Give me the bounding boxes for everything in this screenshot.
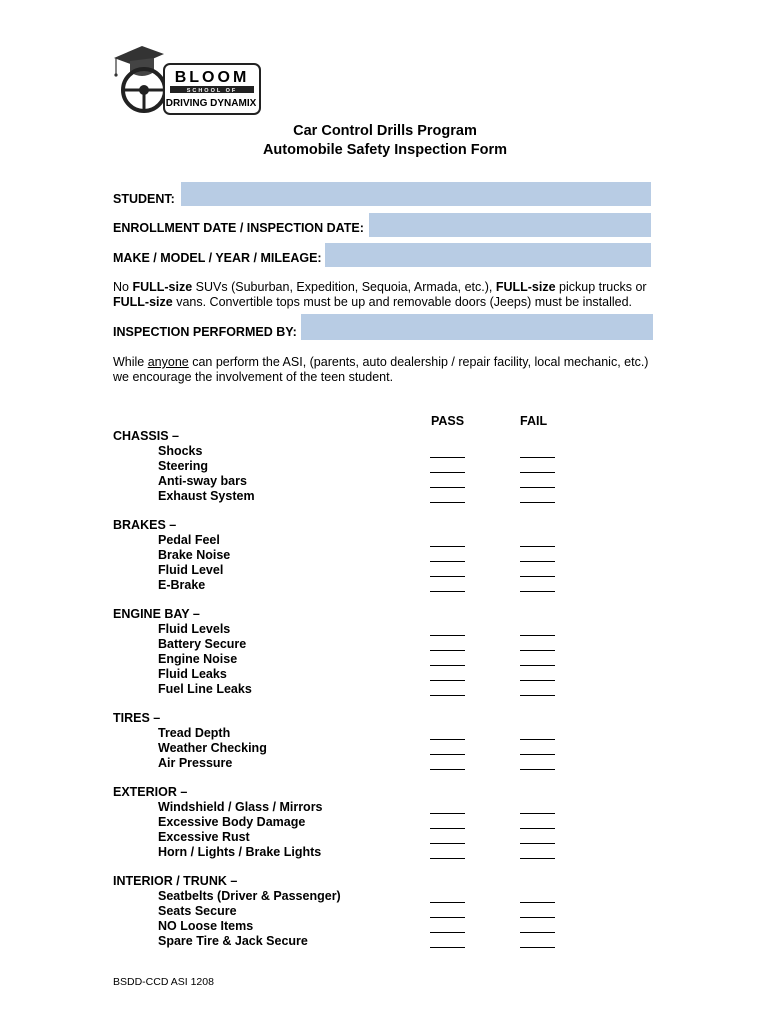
fail-blank[interactable] bbox=[520, 813, 555, 814]
pass-blank[interactable] bbox=[430, 665, 465, 666]
inspector-input[interactable] bbox=[301, 314, 653, 340]
bloom-logo bbox=[112, 44, 262, 116]
checklist-item-label: Windshield / Glass / Mirrors bbox=[158, 800, 323, 814]
section-title: EXTERIOR – bbox=[113, 785, 188, 799]
checklist-item-label: Excessive Rust bbox=[158, 830, 250, 844]
pass-blank[interactable] bbox=[430, 813, 465, 814]
checklist-item-label: Tread Depth bbox=[158, 726, 231, 740]
pass-blank[interactable] bbox=[430, 576, 465, 577]
pass-blank[interactable] bbox=[430, 472, 465, 473]
fail-blank[interactable] bbox=[520, 902, 555, 903]
pass-blank[interactable] bbox=[430, 680, 465, 681]
checklist-item-label: Excessive Body Damage bbox=[158, 815, 306, 829]
checklist-item-label: Shocks bbox=[158, 444, 203, 458]
vehicle-input[interactable] bbox=[325, 243, 651, 267]
logo-text-driving: DRIVING DYNAMIX bbox=[165, 98, 257, 109]
fail-blank[interactable] bbox=[520, 591, 555, 592]
fail-blank[interactable] bbox=[520, 680, 555, 681]
fail-blank[interactable] bbox=[520, 665, 555, 666]
enrollment-date-label: ENROLLMENT DATE / INSPECTION DATE: bbox=[113, 221, 364, 235]
fail-blank[interactable] bbox=[520, 472, 555, 473]
fail-blank[interactable] bbox=[520, 932, 555, 933]
pass-blank[interactable] bbox=[430, 858, 465, 859]
fail-blank[interactable] bbox=[520, 457, 555, 458]
checklist-item-label: Anti-sway bars bbox=[158, 474, 247, 488]
checklist-item-label: Brake Noise bbox=[158, 548, 231, 562]
pass-blank[interactable] bbox=[430, 739, 465, 740]
form-code: BSDD-CCD ASI 1208 bbox=[113, 976, 214, 988]
pass-blank[interactable] bbox=[430, 561, 465, 562]
fail-blank[interactable] bbox=[520, 947, 555, 948]
checklist-item-label: Engine Noise bbox=[158, 652, 238, 666]
section-title: TIRES – bbox=[113, 711, 161, 725]
encouragement-note: While anyone can perform the ASI, (parents, auto dealership / repair facility, local mechanic, etc.) we encourage the involvement of the teen student. bbox=[113, 355, 649, 384]
pass-blank[interactable] bbox=[430, 502, 465, 503]
pass-blank[interactable] bbox=[430, 769, 465, 770]
fail-blank[interactable] bbox=[520, 546, 555, 547]
fail-blank[interactable] bbox=[520, 576, 555, 577]
checklist-item-label: Air Pressure bbox=[158, 756, 233, 770]
pass-blank[interactable] bbox=[430, 902, 465, 903]
section-title: ENGINE BAY – bbox=[113, 607, 200, 621]
pass-blank[interactable] bbox=[430, 932, 465, 933]
pass-blank[interactable] bbox=[430, 546, 465, 547]
checklist-item-label: E-Brake bbox=[158, 578, 206, 592]
fail-blank[interactable] bbox=[520, 650, 555, 651]
student-input[interactable] bbox=[181, 182, 651, 206]
student-label: STUDENT: bbox=[113, 192, 175, 206]
checklist-item-label: Seats Secure bbox=[158, 904, 237, 918]
fail-blank[interactable] bbox=[520, 843, 555, 844]
pass-blank[interactable] bbox=[430, 650, 465, 651]
fail-column-header: FAIL bbox=[520, 414, 548, 428]
checklist-item-label: Fuel Line Leaks bbox=[158, 682, 252, 696]
checklist-item-label: Weather Checking bbox=[158, 741, 267, 755]
checklist-item-label: Fluid Leaks bbox=[158, 667, 227, 681]
fail-blank[interactable] bbox=[520, 635, 555, 636]
pass-blank[interactable] bbox=[430, 917, 465, 918]
pass-blank[interactable] bbox=[430, 487, 465, 488]
vehicle-label: MAKE / MODEL / YEAR / MILEAGE: bbox=[113, 251, 322, 265]
checklist-item-label: Horn / Lights / Brake Lights bbox=[158, 845, 322, 859]
pass-blank[interactable] bbox=[430, 843, 465, 844]
fail-blank[interactable] bbox=[520, 858, 555, 859]
fail-blank[interactable] bbox=[520, 561, 555, 562]
fail-blank[interactable] bbox=[520, 769, 555, 770]
checklist-item-label: Battery Secure bbox=[158, 637, 247, 651]
pass-blank[interactable] bbox=[430, 828, 465, 829]
fail-blank[interactable] bbox=[520, 917, 555, 918]
fail-blank[interactable] bbox=[520, 695, 555, 696]
form-title-program: Car Control Drills Program bbox=[293, 123, 477, 139]
checklist-item-label: Exhaust System bbox=[158, 489, 255, 503]
pass-blank[interactable] bbox=[430, 947, 465, 948]
fail-blank[interactable] bbox=[520, 487, 555, 488]
fail-blank[interactable] bbox=[520, 502, 555, 503]
enrollment-date-input[interactable] bbox=[369, 213, 651, 237]
pass-column-header: PASS bbox=[431, 414, 465, 428]
section-title: CHASSIS – bbox=[113, 429, 179, 443]
section-title: BRAKES – bbox=[113, 518, 177, 532]
pass-blank[interactable] bbox=[430, 754, 465, 755]
checklist-item-label: Fluid Level bbox=[158, 563, 224, 577]
fail-blank[interactable] bbox=[520, 828, 555, 829]
checklist-item-label: Fluid Levels bbox=[158, 622, 231, 636]
checklist-item-label: Pedal Feel bbox=[158, 533, 220, 547]
pass-blank[interactable] bbox=[430, 695, 465, 696]
checklist-item-label: Steering bbox=[158, 459, 209, 473]
logo-text-bloom: BLOOM bbox=[174, 69, 250, 86]
pass-blank[interactable] bbox=[430, 635, 465, 636]
checklist-item-label: NO Loose Items bbox=[158, 919, 254, 933]
pass-blank[interactable] bbox=[430, 457, 465, 458]
checklist-item-label: Spare Tire & Jack Secure bbox=[158, 934, 308, 948]
pass-blank[interactable] bbox=[430, 591, 465, 592]
vehicle-restrictions-note: No FULL-size SUVs (Suburban, Expedition, Sequoia, Armada, etc.), FULL-size pickup trucks or FULL-size vans. Convertible tops must be up and removable doors (Jeeps) must be installed. bbox=[113, 280, 647, 309]
section-title: INTERIOR / TRUNK – bbox=[113, 874, 238, 888]
form-title-inspection: Automobile Safety Inspection Form bbox=[262, 142, 508, 158]
logo-text-school: SCHOOL OF bbox=[186, 88, 238, 94]
fail-blank[interactable] bbox=[520, 754, 555, 755]
fail-blank[interactable] bbox=[520, 739, 555, 740]
inspector-label: INSPECTION PERFORMED BY: bbox=[113, 325, 297, 339]
checklist-item-label: Seatbelts (Driver & Passenger) bbox=[158, 889, 341, 903]
